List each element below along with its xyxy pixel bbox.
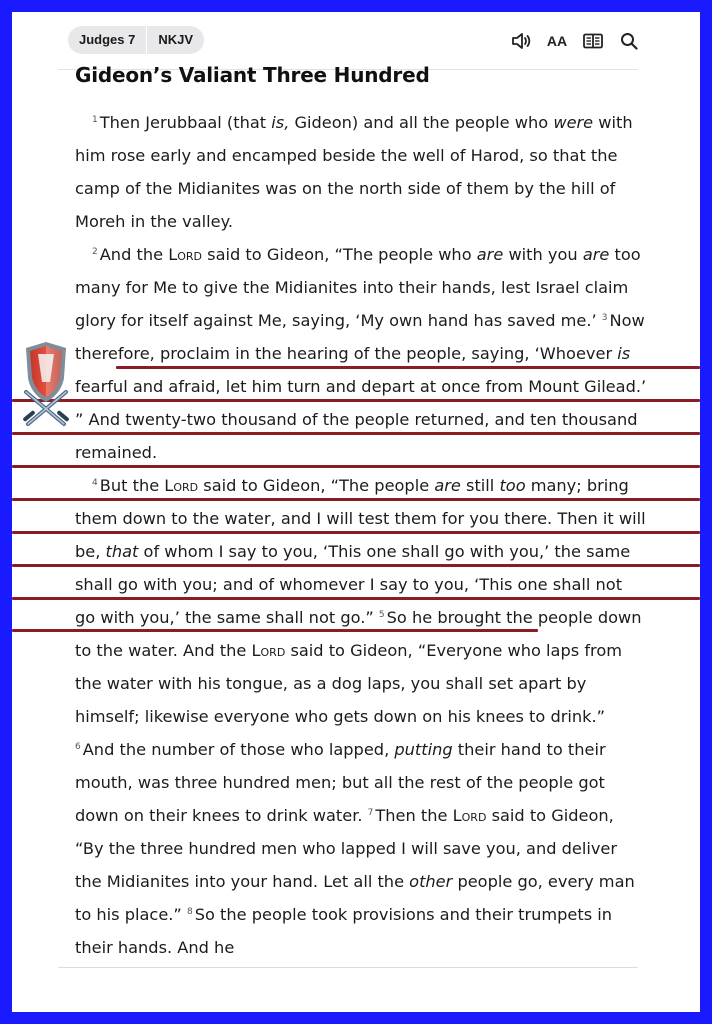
- highlight-underline: [12, 432, 700, 435]
- footer-divider: [58, 967, 638, 968]
- highlight-underline: [12, 629, 538, 632]
- paragraph: $^4$ But the Lord said to Gideon, “The people are still too many; bring them down to the water, and I will test them for you there. Then it will be, that of whom I say to you, ‘This one shall go with you,’ the same shall go with you; and of whomever I say to you, ‘This one shall not go with you,’ the same shall not go.” $^5$ So he brought the people down to the water. And the Lord said to Gideon, “Everyone who laps from the water with his tongue, as a dog laps, you shall set apart by himself; likewise everyone who gets down on his knees to drink.” $^6$ And the number of those who lapped, putting their hand to their mouth, was three hundred men; but all the rest of the people got down on their knees to drink water. $^7$ Then the Lord said to Gideon, “By the three hundred men who lapped I will save you, and deliver the Midianites into your hand. Let all the other people go, every man to his place.” $^8$ So the people took provisions and their trumpets in their hands. And he: [75, 476, 646, 957]
- chapter-version-selector[interactable]: [68, 26, 204, 54]
- highlight-underline: [116, 366, 700, 369]
- highlight-underline: [12, 498, 700, 501]
- paragraph: $^1$ Then Jerubbaal (that is, Gideon) and all the people who were with him rose early and encamped beside the well of Harod, so that the camp of the Midianites was on the north side of them by the hill of Moreh in the valley.: [75, 113, 633, 231]
- highlight-underline: [12, 399, 700, 402]
- section-heading: Gideon’s Valiant Three Hundred: [75, 63, 430, 87]
- book-chapter-button[interactable]: Judges 7: [79, 32, 136, 47]
- shield-swords-icon[interactable]: [20, 338, 72, 430]
- reader-page: [12, 12, 700, 1012]
- text-size-icon[interactable]: AA: [546, 33, 568, 49]
- top-toolbar: [12, 12, 700, 70]
- reader-view-icon[interactable]: [582, 30, 604, 52]
- version-button[interactable]: NKJV: [158, 32, 194, 47]
- highlight-underline: [12, 597, 700, 600]
- highlight-underline: [12, 531, 700, 534]
- highlight-underline: [12, 465, 700, 468]
- search-icon[interactable]: [618, 30, 640, 52]
- paragraph: $^2$ And the Lord said to Gideon, “The people who are with you are too many for Me to give the Midianites into their hands, lest Israel claim glory for itself against Me, saying, ‘My own hand has saved me.’ $^3$ Now therefore, proclaim in the hearing of the people, saying, ‘Whoever is fearful and afraid, let him turn and depart at once from Mount Gilead.’ ” And twenty-two thousand of the people returned, and ten thousand remained.: [75, 245, 647, 462]
- toolbar-actions: [510, 30, 640, 52]
- highlight-underline: [12, 564, 700, 567]
- scripture-text[interactable]: [75, 106, 647, 964]
- audio-icon[interactable]: [510, 30, 532, 52]
